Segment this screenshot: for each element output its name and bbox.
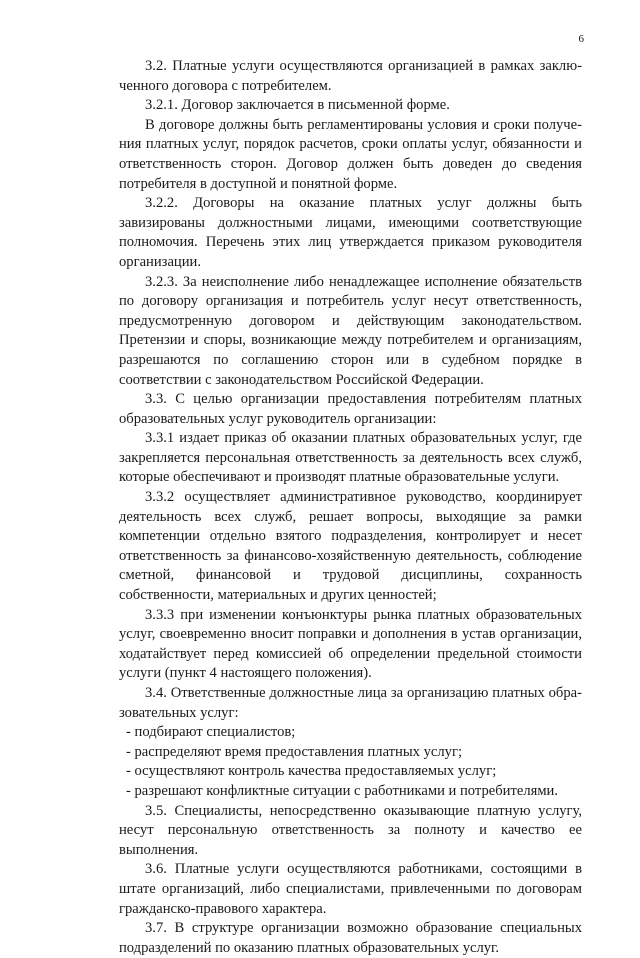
paragraph-3-3-2: 3.3.2 осуществляет административное руководство, координирует деятельность всех служб, решает вопросы, выходящие за рамки компетенции отдельно взятого подразделения, контролирует и несет ответственность за финансово-хозяйственную деятельность, соблюдение сметной, финансовой и трудовой дисциплины, сохранность собственности, материальных и других ценностей; [119, 489, 582, 604]
document-body [119, 57, 582, 958]
list-item: - подбирают специалистов; [126, 724, 296, 741]
paragraph-3-2-2: 3.2.2. Договоры на оказание платных услуг должны быть завизированы должностными лицами, имеющими соответствующие полномочия. Перечень этих лиц утверждается приказом руководителя организации. [119, 195, 582, 270]
page-number: 6 [578, 33, 584, 45]
list-item: - разрешают конфликтные ситуации с работниками и потребителями. [126, 782, 559, 799]
list-item: - распределяют время предоставления платных услуг; [126, 743, 462, 760]
paragraph-3-5: 3.5. Специалисты, непосредственно оказывающие платную услугу, несут персональную ответственность за полноту и качество ее выполнения. [119, 802, 582, 858]
paragraph-3-3-1: 3.3.1 издает приказ об оказании платных образовательных услуг, где закрепляется персональная ответственность за деятельность всех служб, которые обеспечивают и производят платные образовательные услуги. [119, 430, 582, 486]
paragraph-3-7: 3.7. В структуре организации возможно образование специальных подразделений по оказанию платных образовательных услуг. [119, 920, 582, 956]
list-item: - осуществляют контроль качества предоставляемых услуг; [126, 763, 497, 780]
paragraph-contract-terms: В договоре должны быть регламентированы условия и сроки получения платных услуг, порядок расчетов, сроки оплаты услуг, обязанности и ответственность сторон. Договор должен быть доведен до сведения потребителя в доступной и понятной форме. [119, 116, 582, 192]
paragraph-3-2-3: 3.2.3. За неисполнение либо ненадлежащее исполнение обязательств по договору организация и потребитель услуг несут ответственность, предусмотренную договором и действующим законодательством. Претензии и споры, возникающие между потребителем и организациям, разрешаются по соглашению сторон или в судебном порядке в соответствии с законодательством Российской Федерации. [119, 273, 582, 388]
paragraph-3-3-3: 3.3.3 при изменении конъюнктуры рынка платных образовательных услуг, своевременно вносит поправки и дополнения в устав организации, ходатайствует перед комиссией об определении предельной стоимости услуги (пункт 4 настоящего положения). [119, 606, 582, 682]
paragraph-3-3: 3.3. С целью организации предоставления потребителям платных образовательных услуг руководитель организации: [119, 391, 582, 427]
paragraph-3-2-1: 3.2.1. Договор заключается в письменной форме. [145, 97, 450, 114]
paragraph-3-6: 3.6. Платные услуги осуществляются работниками, состоящими в штате организаций, либо специалистами, привлеченными по договорам гражданско-правового характера. [119, 861, 582, 917]
paragraph-3-4: 3.4. Ответственные должностные лица за организацию платных образовательных услуг: [119, 685, 582, 721]
paragraph-3-2: 3.2. Платные услуги осуществляются организацией в рамках заключенного договора с потребителем. [119, 58, 582, 94]
